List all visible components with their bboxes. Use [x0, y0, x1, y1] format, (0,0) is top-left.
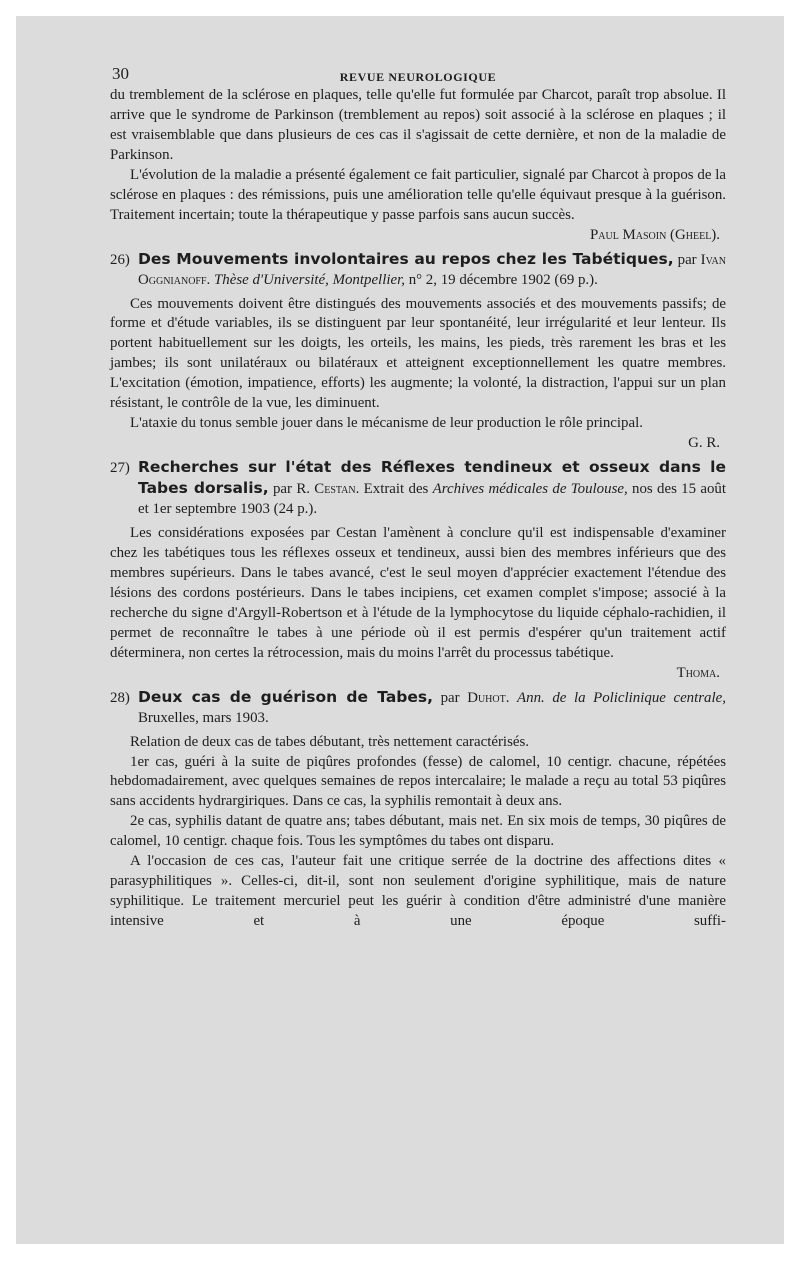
intro-paragraph: L'évolution de la maladie a présenté également ce fait particulier, signalé par Charcot à propos de la sclérose en plaques : des rémissions, puis une amélioration telle qu'elle équivaut presque à la guérison. Traitement incertain; toute la thérapeutique y passe parfois sans aucun succès.: [110, 166, 726, 223]
by-word: par: [272, 481, 292, 498]
entry-paragraph: L'ataxie du tonus semble jouer dans le mécanisme de leur production le rôle principal.: [130, 415, 643, 432]
entry-number: 26): [110, 251, 130, 268]
journal-page: [110, 58, 726, 952]
entry-body: [110, 295, 726, 455]
entry-paragraph: Relation de deux cas de tabes débutant, très nettement caractérisés.: [130, 733, 529, 750]
entry-source: Archives médicales de Toulouse,: [432, 481, 628, 498]
entry-source: Ann. de la Policlinique centrale,: [517, 689, 726, 706]
entry-paragraph: 2e cas, syphilis datant de quatre ans; tabes débutant, mais net. En six mois de temps, 30 piqûres de calomel, 10 centigr. chaque fois. Tous les symptômes du tabes ont disparu.: [110, 813, 726, 850]
entry-title: Recherches sur l'état des Réflexes tendineux et osseux dans le Tabes dorsalis,: [138, 458, 726, 498]
entry-source: Thèse d'Université, Montpellier,: [214, 271, 405, 288]
intro-paragraph: du tremblement de la sclérose en plaques, telle qu'elle fut formulée par Charcot, paraît trop absolue. Il arrive que le syndrome de Parkinson (tremblement au repos) soit associé à la sclérose en plaques ; il est vraisemblable que dans plusieurs de ces cas il s'agissait de cette dernière, et non de la maladie de Parkinson.: [110, 87, 726, 163]
entry-heading: [110, 688, 726, 729]
entry-heading: [110, 458, 726, 520]
entry-pre-source: Extrait des: [363, 481, 429, 498]
intro-section: [110, 86, 726, 246]
entry-paragraph: 1er cas, guéri à la suite de piqûres profondes (fesse) de calomel, 10 centigr. chacune, répétées hebdomadairement, avec quelques semaines de repos intercalaire; le malade a reçu au total 53 piqûres sans accidents hydrargiriques. Dans ce cas, la syphilis remontait à deux ans.: [110, 753, 726, 810]
signature: G. R.: [688, 435, 720, 452]
entry-author: R. Cestan.: [296, 481, 360, 498]
entry-26: [110, 250, 726, 455]
entry-paragraph: Ces mouvements doivent être distingués des mouvements associés et des mouvements passifs; de forme et d'étude variables, ils se distinguent par leur spontanéité, leur irrégularité et leur lenteur. Ils portent habituellement sur les doigts, les orteils, les mains, les pieds, très rarement les bras et les jambes; ils sont unilatéraux ou bilatéraux et atteignent exceptionnellement les quatre membres. L'excitation (émotion, impatience, efforts) les augmente; la volonté, la distraction, l'appui sur un plan résistant, le contrôle de la vue, les diminuent.: [110, 295, 726, 412]
entry-body: [110, 733, 726, 952]
entry-author: Ivan Oggnianoff.: [138, 251, 726, 288]
by-word: par: [440, 689, 460, 706]
entry-27: [110, 458, 726, 683]
entry-title: Deux cas de guérison de Tabes,: [138, 687, 434, 706]
entry-number: 28): [110, 689, 130, 706]
entry-heading: [110, 250, 726, 291]
entry-28: [110, 688, 726, 952]
entry-paragraph: A l'occasion de ces cas, l'auteur fait une critique serrée de la doctrine des affections dites « parasyphilitiques ». Celles-ci, dit-il, sont non seulement d'origine syphilitique, mais de nature syphilitique. Le traitement mercuriel peut les guérir à condition d'être administré d'une manière intensive et à une époque suffi-: [110, 853, 726, 930]
page-number: 30: [112, 64, 129, 83]
page-header: [110, 58, 726, 86]
signature: Paul Masoin (Gheel).: [589, 226, 720, 243]
entry-details: Bruxelles, mars 1903.: [138, 709, 269, 726]
entry-details: n° 2, 19 décembre 1902 (69 p.).: [408, 271, 598, 288]
signature: Thoma.: [676, 664, 720, 681]
entry-body: [110, 524, 726, 684]
entry-author: Duhot.: [467, 689, 510, 706]
entry-number: 27): [110, 460, 130, 477]
entry-details: nos des 15 août et 1er septembre 1903 (24 p.).: [138, 481, 727, 518]
entry-paragraph: Les considérations exposées par Cestan l'amènent à conclure qu'il est indispensable d'examiner chez les tabétiques tous les réflexes osseux et tendineux, aussi bien des membres inférieurs que des membres supérieurs. Dans le tabes avancé, c'est le seul moyen d'apprécier exactement l'étendue des lésions des cordons postérieurs. Dans le tabes incipiens, cet examen complet s'impose; associé à la recherche du signe d'Argyll-Robertson et à l'étude de la lymphocytose du liquide céphalo-rachidien, il permet de reconnaître le tabes à une période où il est permis d'espérer qu'un traitement actif déterminera, non certes la rétrocession, mais du moins l'arrêt du processus tabétique.: [110, 525, 726, 661]
running-title: REVUE NEUROLOGIQUE: [339, 70, 497, 84]
by-word: par: [677, 251, 697, 268]
entry-title: Des Mouvements involontaires au repos chez les Tabétiques,: [138, 249, 674, 268]
